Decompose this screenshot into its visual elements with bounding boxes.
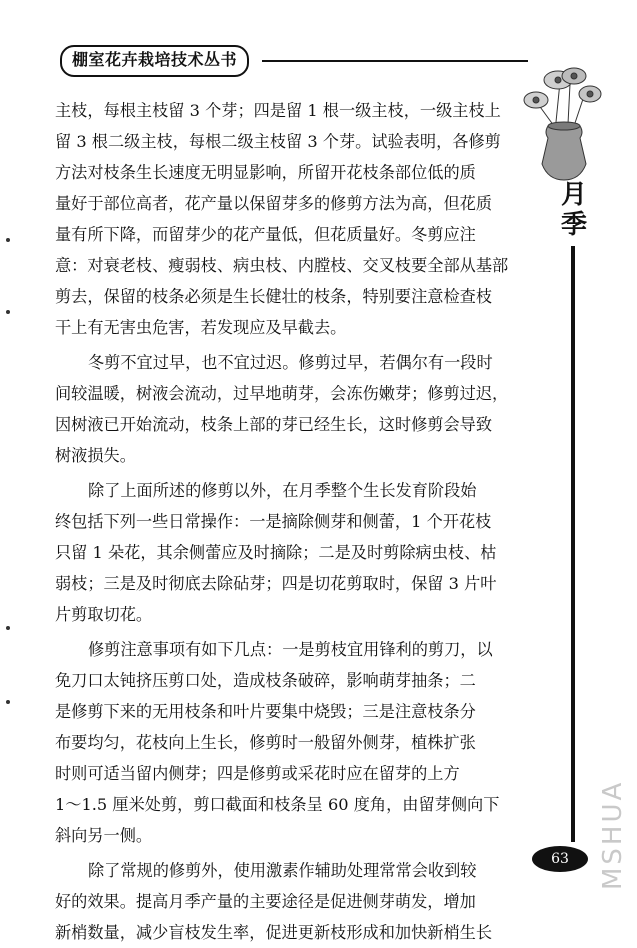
text-line: 意：对衰老枝、瘦弱枝、病虫枝、内膛枝、交叉枝要全部从基部 — [55, 256, 509, 275]
text-line: 布要均匀，花枝向上生长，修剪时一般留外侧芽，植株扩张 — [55, 733, 476, 752]
text-line: 弱枝；三是及时彻底去除砧芽；四是切花剪取时，保留 3 片叶 — [55, 574, 497, 593]
margin-mark — [6, 700, 10, 704]
paragraph-start-line: 除了上面所述的修剪以外，在月季整个生长发育阶段始 — [88, 481, 477, 500]
text-line: 免刀口太钝挤压剪口处，造成枝条破碎，影响萌芽抽条；二 — [55, 671, 476, 690]
text-line: 树液损失。 — [55, 446, 136, 465]
text-line: 间较温暖，树液会流动，过早地萌芽，会冻伤嫩芽；修剪过迟， — [55, 384, 509, 403]
text-line: 好的效果。提高月季产量的主要途径是促进侧芽萌发，增加 — [55, 892, 476, 911]
text-line: 终包括下列一些日常操作：一是摘除侧芽和侧蕾，1 个开花枝 — [55, 512, 492, 531]
text-line: 只留 1 朵花，其余侧蕾应及时摘除；二是及时剪除病虫枝、枯 — [55, 543, 497, 562]
text-line: 主枝，每根主枝留 3 个芽；四是留 1 根一级主枝，一级主枝上 — [55, 101, 501, 120]
text-line: 新梢数量，减少盲枝发生率，促进更新枝形成和加快新梢生长 — [55, 923, 493, 942]
margin-mark — [6, 626, 10, 630]
text-line: 留 3 根二级主枝，每根二级主枝留 3 个芽。试验表明，各修剪 — [55, 132, 501, 151]
chapter-side-bar — [571, 246, 575, 842]
watermark: MSHUA — [598, 779, 628, 890]
chapter-title: 月季 — [560, 180, 587, 240]
text-line: 片剪取切花。 — [55, 605, 153, 624]
text-line: 是修剪下来的无用枝条和叶片要集中烧毁；三是注意枝条分 — [55, 702, 476, 721]
margin-mark — [6, 238, 10, 242]
series-title: 棚室花卉栽培技术丛书 — [60, 45, 249, 77]
paragraph-start-line: 修剪注意事项有如下几点：一是剪枝宜用锋利的剪刀，以 — [88, 640, 493, 659]
text-line: 干上有无害虫危害，若发现应及早截去。 — [55, 318, 347, 337]
text-line: 剪去，保留的枝条必须是生长健壮的枝条，特别要注意检查枝 — [55, 287, 493, 306]
text-line: 方法对枝条生长速度无明显影响，所留开花枝条部位低的质 — [55, 163, 476, 182]
paragraph-start-line: 冬剪不宜过早，也不宜过迟。修剪过早，若偶尔有一段时 — [88, 353, 493, 372]
text-line: 量好于部位高者，花产量以保留芽多的修剪方法为高，但花质 — [55, 194, 493, 213]
text-line: 时则可适当留内侧芽；四是修剪或采花时应在留芽的上方 — [55, 764, 460, 783]
margin-mark — [6, 310, 10, 314]
text-line: 因树液已开始流动，枝条上部的芽已经生长，这时修剪会导致 — [55, 415, 493, 434]
text-line: 1～1.5 厘米处剪，剪口截面和枝条呈 60 度角，由留芽侧向下 — [55, 795, 500, 814]
body-text — [55, 95, 531, 948]
text-line: 量有所下降，而留芽少的花产量低，但花质量好。冬剪应注 — [55, 225, 476, 244]
header-rule — [262, 60, 528, 62]
paragraph-start-line: 除了常规的修剪外，使用激素作辅助处理常常会收到较 — [88, 861, 477, 880]
page-number: 63 — [532, 846, 588, 872]
text-line: 斜向另一侧。 — [55, 826, 153, 845]
